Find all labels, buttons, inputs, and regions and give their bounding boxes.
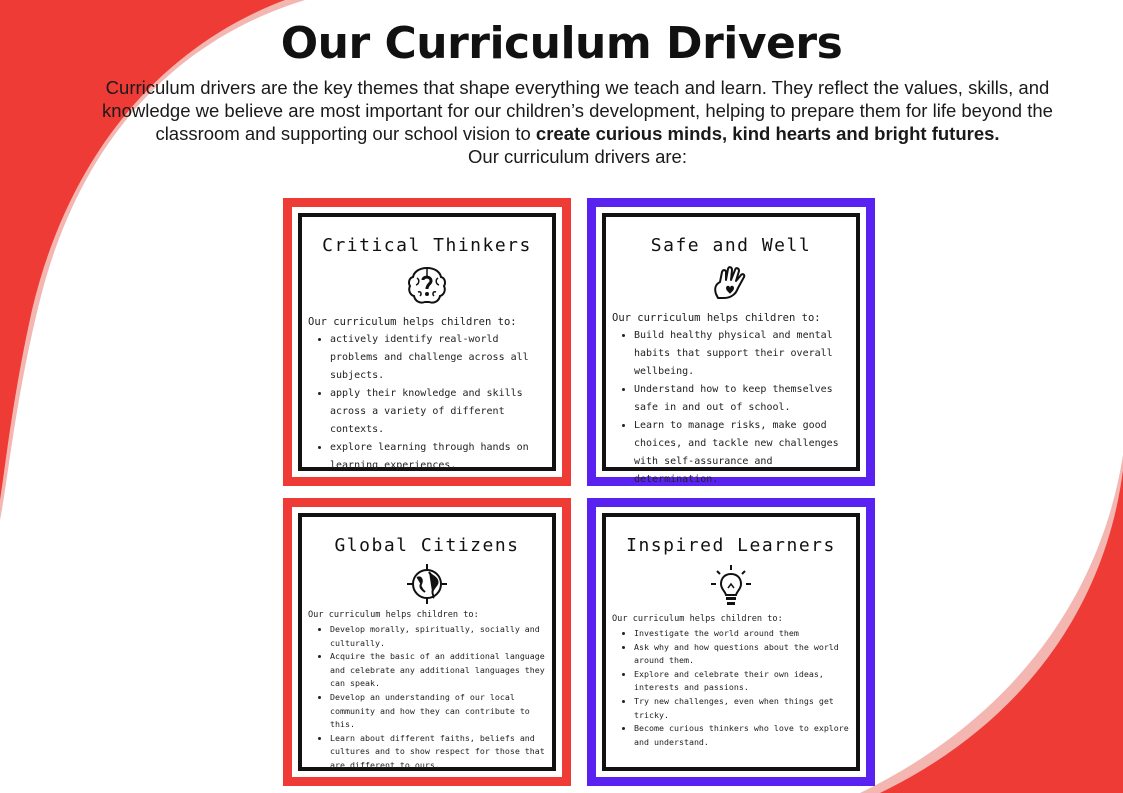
list-item: • Learn to manage risks, make good choices, and tackle new challenges with self-assurance and determination. xyxy=(634,417,850,489)
driver-card-inspired-learners xyxy=(587,498,875,786)
list-item: • actively identify real-world problems and challenge across all subjects. xyxy=(330,331,546,385)
card-list xyxy=(308,623,546,773)
drivers-subheading: Our curriculum drivers are: xyxy=(468,146,687,167)
card-lead: Our curriculum helps children to: xyxy=(612,614,783,624)
card-lead: Our curriculum helps children to: xyxy=(612,312,821,324)
card-title: Global Citizens xyxy=(334,535,520,556)
page-title: Our Curriculum Drivers xyxy=(280,18,843,69)
driver-card-global-citizens xyxy=(283,498,571,786)
list-item: • explore learning through hands on learning experiences. xyxy=(330,439,546,475)
card-lead: Our curriculum helps children to: xyxy=(308,316,517,328)
list-item: • Explore and celebrate their own ideas, interests and passions. xyxy=(634,668,850,695)
list-item: • apply their knowledge and skills across a variety of different contexts. xyxy=(330,385,546,439)
driver-card-safe-and-well xyxy=(587,198,875,486)
list-item: • Understand how to keep themselves safe in and out of school. xyxy=(634,381,850,417)
list-item: • Acquire the basic of an additional language and celebrate any additional languages they can speak. xyxy=(330,650,546,691)
card-list xyxy=(308,331,546,475)
list-item: • Learn about different faiths, beliefs and cultures and to show respect for those that are different to ours. xyxy=(330,732,546,773)
list-item: • Ask why and how questions about the world around them. xyxy=(634,641,850,668)
card-lead: Our curriculum helps children to: xyxy=(308,610,479,620)
lightbulb-icon xyxy=(709,564,753,608)
intro-paragraph xyxy=(100,76,1055,168)
list-item: • Become curious thinkers who love to explore and understand. xyxy=(634,722,850,749)
list-item: • Develop morally, spiritually, socially and culturally. xyxy=(330,623,546,650)
card-title: Inspired Learners xyxy=(626,535,836,556)
card-list xyxy=(612,327,850,489)
brain-question-icon xyxy=(405,264,449,308)
list-item: • Build healthy physical and mental habits that support their overall wellbeing. xyxy=(634,327,850,381)
card-title: Critical Thinkers xyxy=(322,235,532,256)
globe-icon xyxy=(407,564,447,604)
list-item: • Investigate the world around them xyxy=(634,627,850,641)
card-list xyxy=(612,627,850,749)
driver-card-critical-thinkers xyxy=(283,198,571,486)
school-vision: create curious minds, kind hearts and bright futures. xyxy=(535,123,1000,144)
list-item: • Try new challenges, even when things get tricky. xyxy=(634,695,850,722)
hand-heart-icon xyxy=(710,264,752,304)
card-title: Safe and Well xyxy=(650,235,812,256)
intro-text: Curriculum drivers are the key themes that shape everything we teach and learn. They reflect the values, skills, and knowledge we believe are most important for our children’s development, helping to prepare them for life beyond the classroom and supporting our school vision to xyxy=(102,77,1053,144)
list-item: • Develop an understanding of our local community and how they can contribute to this. xyxy=(330,691,546,732)
